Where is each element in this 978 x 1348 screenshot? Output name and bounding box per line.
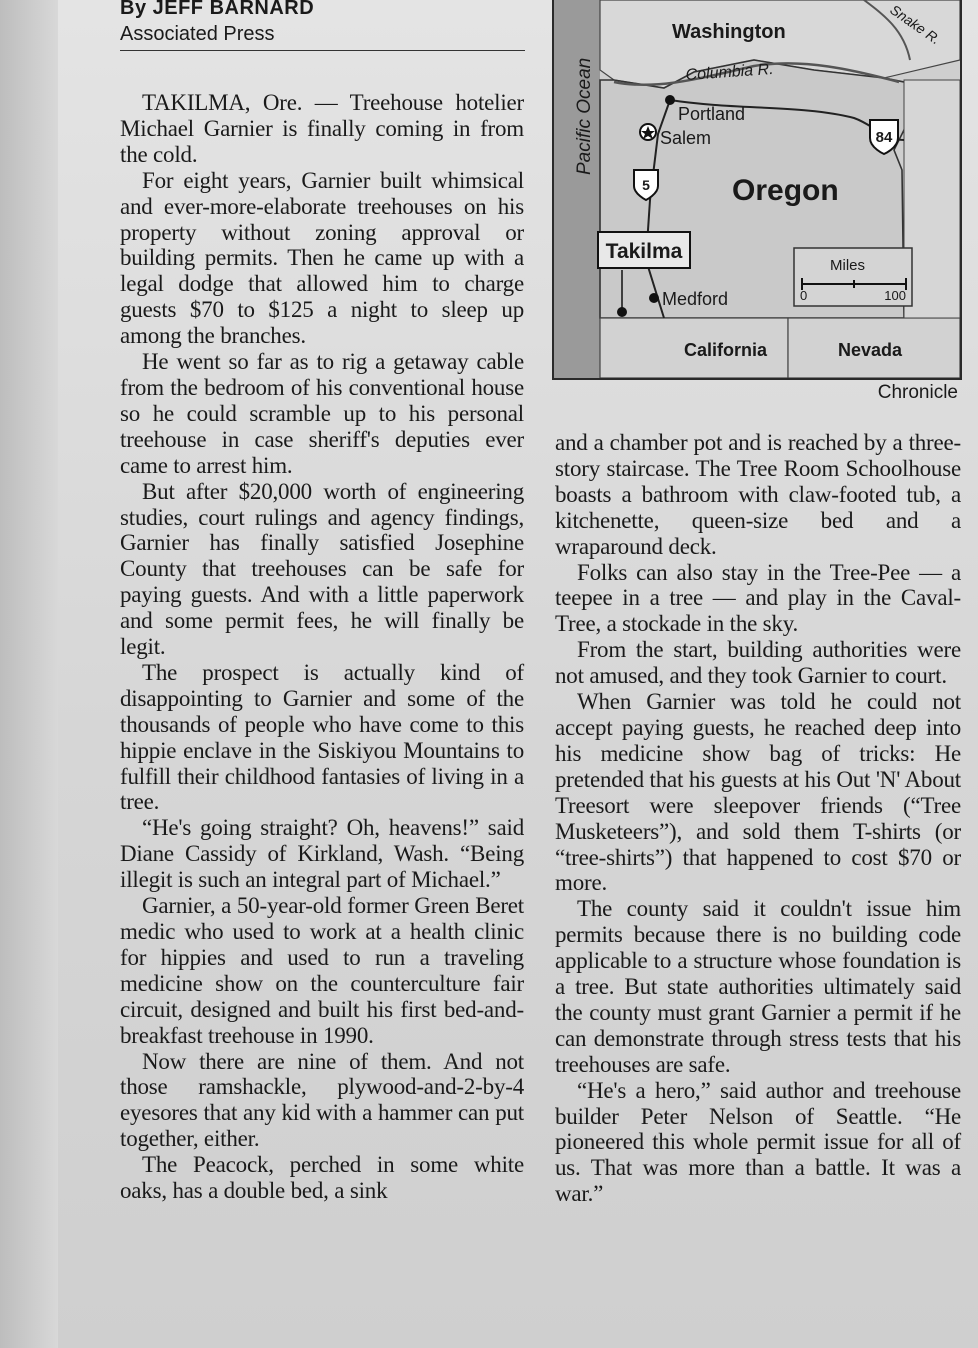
paragraph: Garnier, a 50-year-old former Green Beret medic who used to work at a health clinic for hippies and used to run a traveling medicine show on the counterculture fair circuit, designed and built his first bed-and-breakfast treehouse in 1990.: [120, 893, 524, 1048]
paragraph: The county said it couldn't issue him permits because there is no building code applicable to a structure whose foundation is a tree. But state authorities ultimately said the county must grant Garnier a permit if he can demonstrate through stress tests that his treehouses are safe.: [555, 896, 961, 1077]
map-graphic: [554, 0, 960, 378]
page-margin: [0, 0, 58, 1348]
takilma-label: Takilma: [605, 240, 683, 263]
oregon-label: Oregon: [732, 174, 839, 207]
paragraph-continuation: and a chamber pot and is reached by a three-story staircase. The Tree Room Schoolhouse boasts a bathroom with claw-footed tub, a kitchenette, queen-size bed and a wraparound deck.: [555, 430, 961, 559]
interstate-5-label: 5: [642, 177, 650, 193]
portland-dot: [665, 95, 675, 105]
paragraph: The Peacock, perched in some white oaks, has a double bed, a sink: [120, 1152, 524, 1204]
salem-label: Salem: [660, 128, 712, 148]
paragraph: Folks can also stay in the Tree-Pee — a teepee in a tree — and play in the Caval-Tree, a stockade in the sky.: [555, 559, 961, 637]
paragraph: The prospect is actually kind of disappointing to Garnier and some of the thousands of people who have come to this hippie enclave in the Siskiyou Mountains to fulfill their childhood fantasies of living in a tree.: [120, 659, 524, 815]
paragraph: From the start, building authorities were not amused, and they took Garnier to court.: [555, 637, 961, 689]
paragraph: When Garnier was told he could not accept paying guests, he reached deep into his medicine show bag of tricks: He pretended that his guests at his Out 'N' About Treesort were sleepover friends (“Tree Musketeers”), and sold them T-shirts (or “tree-shirts”) that happened to cost $70 or more.: [555, 689, 961, 896]
map-credit: Chronicle: [877, 382, 958, 403]
scale-title: Miles: [830, 257, 866, 274]
takilma-dot: [617, 307, 627, 317]
paragraph: Now there are nine of them. And not those ramshackle, plywood-and-2-by-4 eyesores that any kid with a hammer can put together, either.: [120, 1048, 524, 1152]
pacific-ocean-label: Pacific Ocean: [574, 57, 595, 175]
medford-dot: [649, 293, 659, 303]
byline-divider: [120, 50, 525, 51]
portland-label: Portland: [678, 104, 746, 124]
california-label: California: [684, 340, 768, 360]
scale-min-label: 0: [800, 288, 808, 303]
paragraph: He went so far as to rig a getaway cable from the bedroom of his conventional house so he could scramble up to his personal treehouse in case sheriff's deputies ever came to arrest him.: [120, 349, 524, 478]
medford-label: Medford: [662, 289, 729, 309]
byline: [120, 0, 525, 51]
article-column-right: [555, 430, 961, 1207]
paragraph: TAKILMA, Ore. — Treehouse hotelier Michael Garnier is finally coming in from the cold.: [120, 90, 524, 167]
paragraph: For eight years, Garnier built whimsical and ever-more-elaborate treehouses on his property without zoning approval or building permits. Then he came up with a legal dodge that allowed him to charge guests $70 to $125 a night to sleep up among the branches.: [120, 167, 524, 349]
snake-river-label: Snake R.: [887, 1, 944, 48]
washington-label: Washington: [672, 21, 786, 43]
paragraph: But after $20,000 worth of engineering studies, court rulings and agency findings, Garnier has finally satisfied Josephine County that treehouses can be safe for paying guests. And with a little paperwork and some permit fees, he will finally be legit.: [120, 478, 524, 660]
byline-agency: Associated Press: [120, 23, 275, 45]
byline-author: By JEFF BARNARD: [120, 0, 315, 19]
oregon-locator-map: [552, 0, 962, 380]
paragraph: “He's a hero,” said author and treehouse builder Peter Nelson of Seattle. “He pioneered this whole permit issue for all of us. That was more than a battle. It was a war.”: [555, 1077, 961, 1207]
interstate-84-label: 84: [875, 129, 893, 146]
nevada-label: Nevada: [838, 340, 903, 360]
paragraph: “He's going straight? Oh, heavens!” said Diane Cassidy of Kirkland, Wash. “Being illegit is such an integral part of Michael.”: [120, 815, 524, 893]
scale-max-label: 100: [884, 288, 906, 303]
columbia-river-label: Columbia R.: [685, 60, 775, 84]
ocean-area: [554, 0, 600, 378]
article-column-left: [120, 90, 524, 1204]
